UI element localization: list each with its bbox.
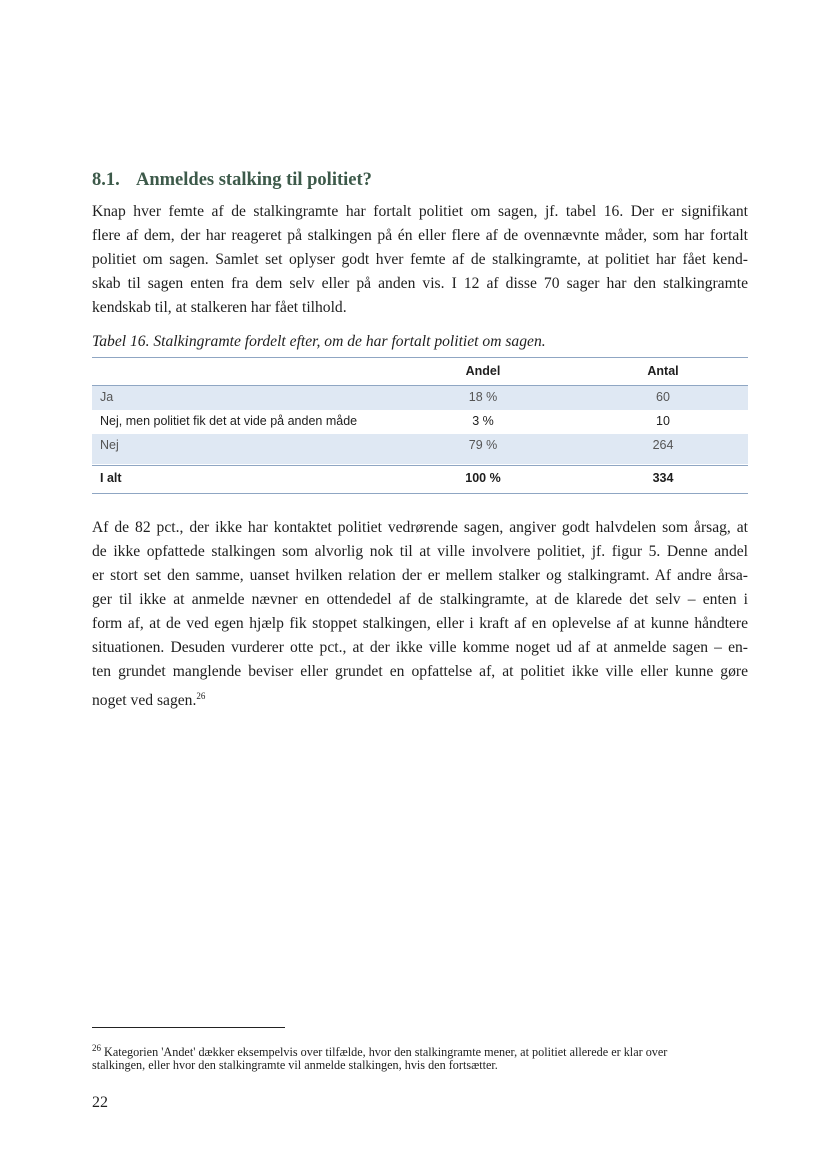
table-row: [92, 434, 748, 464]
total-andel: 100 %: [465, 471, 501, 485]
row-andel: 3 %: [472, 414, 494, 428]
paragraph-line: de ikke opfattede stalkingen som alvorlig nok til at ville involvere politiet, jf. figur 5. Denne andel: [92, 543, 748, 560]
total-label: I alt: [100, 471, 122, 485]
footnote-text: Kategorien 'Andet' dækker eksempelvis over tilfælde, hvor den stalkingramte mener, at politiet allerede er klar over: [104, 1045, 668, 1060]
footnote-line: stalkingen, eller hvor den stalkingramte vil anmelde stalkingen, hvis den fortsætter.: [92, 1058, 498, 1072]
paragraph-line: ger til ikke at anmelde nævner en ottendedel af de stalkingramte, at de klarede det selv – enten i: [92, 591, 748, 608]
footnote-reference[interactable]: 26: [196, 691, 206, 701]
row-label: Ja: [100, 390, 114, 404]
table-header-row: [92, 360, 748, 384]
table-row: [92, 410, 748, 434]
table-rule: [92, 465, 748, 466]
table-row: [92, 386, 748, 410]
paragraph-line: [92, 686, 748, 711]
table-total-row: [92, 467, 748, 491]
paragraph-line: Knap hver femte af de stalkingramte har fortalt politiet om sagen, jf. tabel 16. Der er signifikant: [92, 203, 748, 220]
row-antal: 264: [652, 438, 674, 452]
page-number: 22: [92, 1094, 108, 1111]
paragraph-line: Af de 82 pct., der ikke har kontaktet politiet vedrørende sagen, angiver godt halvdelen som årsag, at: [92, 519, 748, 536]
paragraph-line: kendskab til, at stalkeren har fået tilhold.: [92, 299, 347, 316]
row-andel: 18 %: [468, 390, 498, 404]
row-label: Nej: [100, 438, 119, 452]
paragraph-line: situationen. Desuden vurderer otte pct., at der ikke ville komme noget ud af at anmelde sagen – en-: [92, 639, 748, 656]
line-text: noget ved sagen.: [92, 692, 197, 710]
table-caption: Tabel 16. Stalkingramte fordelt efter, om de har fortalt politiet om sagen.: [92, 333, 546, 350]
row-antal: 10: [656, 414, 670, 428]
paragraph-line: flere af dem, der har reageret på stalkingen på én eller flere af de ovennævnte måder, som har fortalt: [92, 227, 748, 244]
header-antal: Antal: [647, 364, 679, 378]
footnote-divider: [92, 1027, 285, 1028]
paragraph-line: politiet om sagen. Samlet set oplyser godt hver femte af de stalkingramte, at politiet har fået kend-: [92, 251, 748, 268]
row-antal: 60: [656, 390, 670, 404]
paragraph-line: skab til sagen enten fra dem selv eller på anden vis. I 12 af disse 70 sager har den stalkingramte: [92, 275, 748, 292]
row-label: Nej, men politiet fik det at vide på anden måde: [100, 414, 358, 428]
section-heading: 8.1. Anmeldes stalking til politiet?: [92, 170, 372, 190]
row-andel: 79 %: [468, 438, 498, 452]
table-rule: [92, 493, 748, 494]
paragraph-line: ten grundet manglende beviser eller grundet en opfattelse af, at politiet ikke ville eller kunne gøre: [92, 663, 748, 680]
total-antal: 334: [652, 471, 674, 485]
paragraph-line: form af, at de ved egen hjælp fik stoppet stalkingen, eller i kraft af en oplevelse af at kunne håndtere: [92, 615, 748, 632]
table-rule: [92, 357, 748, 358]
header-andel: Andel: [465, 364, 501, 378]
footnote-number: 26: [92, 1043, 101, 1053]
paragraph-line: er stort set den samme, uanset hvilken relation der er mellem stalker og stalkingramt. Af andre årsa-: [92, 567, 748, 584]
